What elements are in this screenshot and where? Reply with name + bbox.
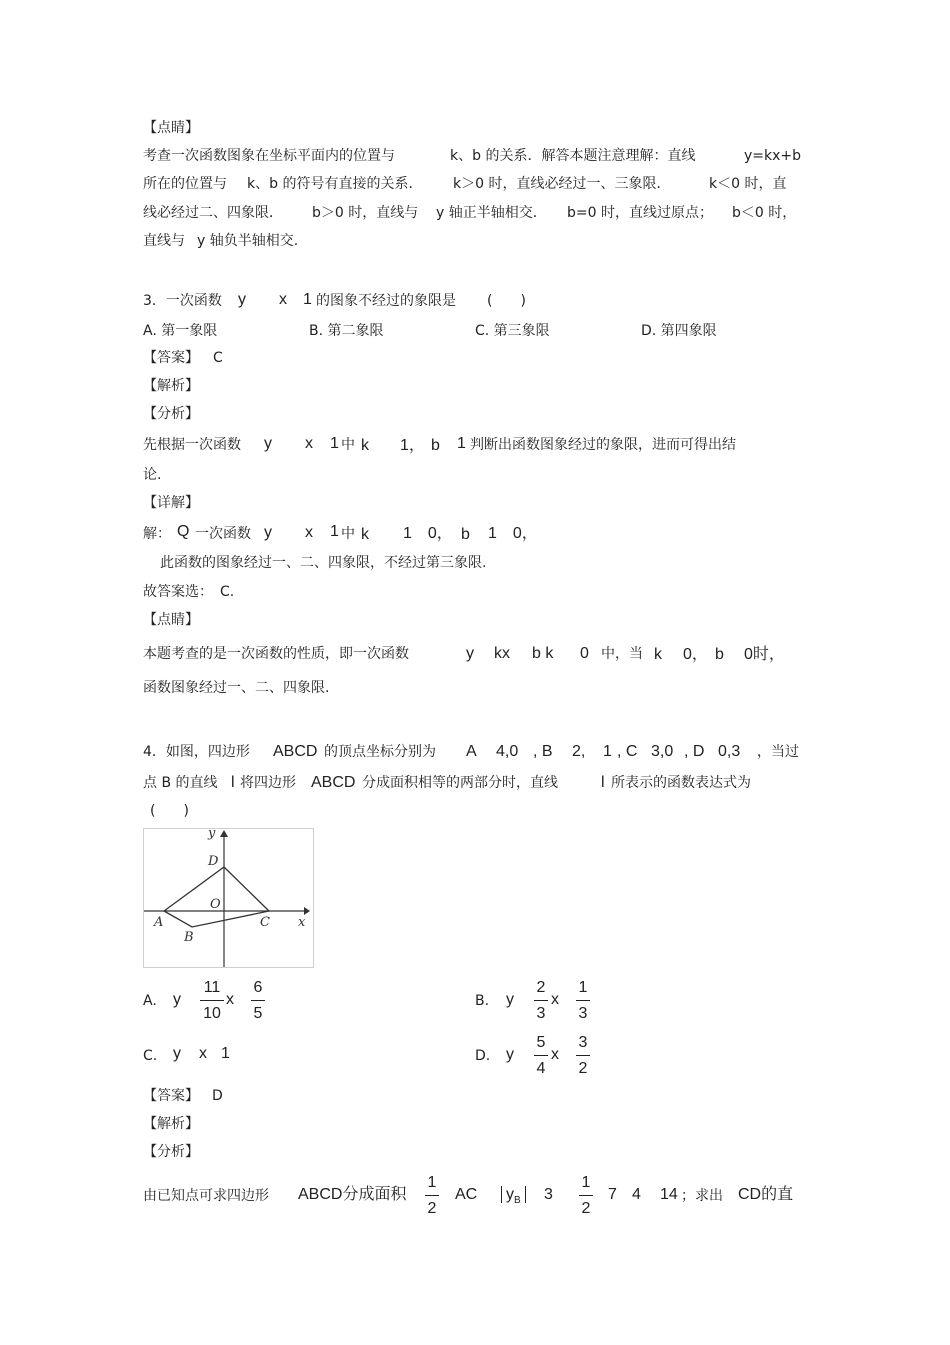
text-line: 所在的位置与: [143, 176, 227, 192]
math-text: CD的直: [738, 1186, 794, 1203]
text-line: b＜0 时，: [732, 205, 797, 221]
math-num: 0，: [683, 646, 708, 663]
numerator: 3: [578, 1034, 588, 1051]
math-var: y: [238, 291, 246, 308]
analysis-label: 【解析】: [143, 1116, 199, 1132]
answer-label: 【答案】: [143, 350, 199, 366]
text-line: 论.: [143, 467, 162, 483]
question-4-stem: 4．如图，四边形: [143, 744, 250, 760]
denominator: 2: [427, 1200, 437, 1217]
text-line: 判断出函数图象经过的象限，进而可得出结: [470, 437, 736, 453]
option-c[interactable]: C. 第三象限: [475, 323, 550, 339]
analysis-label: 【解析】: [143, 378, 199, 394]
text-line: 线必经过二、四象限．: [143, 205, 283, 221]
heading-dianjing: 【点睛】: [143, 120, 199, 136]
option-d[interactable]: D. 第四象限: [641, 323, 717, 339]
math-num: 0,3: [718, 743, 741, 760]
math-num: 4,0: [496, 743, 519, 760]
text-line: 考查一次函数图象在坐标平面内的位置与: [143, 148, 395, 164]
text-line: k＞0 时，直线必经过一、三象限．: [453, 176, 671, 192]
y-axis-arrow: [220, 830, 228, 837]
question-3-stem: 的图象不经过的象限是: [316, 293, 456, 309]
option-label: C.: [143, 1048, 158, 1064]
label-o: O: [210, 897, 221, 912]
math-var: y: [173, 991, 181, 1008]
x-axis-arrow: [304, 907, 310, 915]
denominator: 5: [253, 1005, 263, 1022]
math-var: y: [506, 1186, 514, 1203]
option-label: A.: [143, 993, 157, 1009]
math-num: 1: [221, 1045, 230, 1062]
label-c: C: [260, 915, 270, 930]
label-d: D: [208, 854, 219, 869]
option-label: B.: [475, 993, 490, 1009]
math-var: ABCD: [273, 743, 318, 760]
math-num: 3,0: [651, 743, 674, 760]
question-4-stem: 将四边形: [240, 775, 296, 791]
text-line: y 轴正半轴相交．: [436, 205, 547, 221]
text-line: 中，当: [601, 646, 643, 662]
label-x: x: [298, 915, 306, 930]
math-var: y: [264, 435, 272, 452]
text-line: 解：: [143, 526, 171, 542]
math-num: 1 0，: [488, 525, 538, 542]
math-var: x: [199, 1045, 207, 1062]
math-var: x: [551, 1046, 559, 1063]
text-line: ；求出: [681, 1188, 723, 1204]
text-line: 中: [341, 437, 355, 453]
fraction: [579, 1174, 593, 1218]
math-var: y: [506, 991, 514, 1008]
fraction: [425, 1174, 439, 1218]
math-num: 0: [580, 645, 589, 662]
subscript: B: [514, 1195, 521, 1207]
math-num: 4: [632, 1186, 641, 1203]
math-var: y: [264, 524, 272, 541]
text-line: 函数图象经过一、二、四象限.: [143, 680, 330, 696]
text-line: k＜0 时，直: [709, 176, 787, 192]
math-var: l: [231, 774, 235, 791]
answer-paren: ( ): [150, 803, 189, 819]
fraction: [576, 1034, 590, 1078]
question-4-stem: 点 B 的直线: [143, 775, 218, 791]
denominator: 3: [578, 1005, 588, 1022]
math-var: x: [226, 991, 234, 1008]
math-var: y: [506, 1046, 514, 1063]
math-num: 1: [330, 523, 339, 540]
text-line: y=kx+b: [744, 148, 802, 164]
math-var: b: [431, 437, 440, 454]
dianjing-label: 【点睛】: [143, 612, 199, 628]
math-var: y: [173, 1045, 181, 1062]
answer-value: D: [212, 1088, 223, 1104]
math-num: 1: [303, 291, 312, 308]
coordinate-graph: [144, 829, 313, 967]
text-line: k、b 的关系．解答本题注意理解：直线: [450, 148, 696, 164]
math-num: 0时，: [744, 646, 785, 663]
answer-value: C: [213, 350, 223, 366]
answer-paren: ( ): [487, 293, 526, 309]
math-var: , D: [684, 743, 705, 760]
math-num: 1: [330, 435, 339, 452]
numerator: 6: [253, 979, 263, 996]
label-a: A: [154, 915, 164, 930]
math-num: 1: [457, 435, 466, 452]
math-var: x: [305, 435, 313, 452]
math-var: x: [551, 991, 559, 1008]
math-var: b: [461, 526, 470, 543]
numerator: 1: [427, 1174, 437, 1191]
math-var: , C: [617, 743, 638, 760]
math-var: k: [361, 437, 369, 454]
text-line: 由已知点可求四边形: [143, 1188, 269, 1204]
denominator: 2: [581, 1200, 591, 1217]
fraction: [576, 979, 590, 1023]
math-var: b: [715, 646, 724, 663]
question-4-stem: ，当过: [757, 744, 799, 760]
math-num: 14: [660, 1186, 678, 1203]
math-num: 1: [603, 743, 612, 760]
question-4-stem: 所表示的函数表达式为: [611, 775, 751, 791]
option-b[interactable]: B. 第二象限: [309, 323, 384, 339]
fenxi-label: 【分析】: [143, 1144, 199, 1160]
math-num: 3: [544, 1186, 553, 1203]
text-line: 先根据一次函数: [143, 437, 241, 453]
math-num: 2,: [572, 743, 586, 760]
math-num: 7: [608, 1186, 617, 1203]
text-line: 本题考查的是一次函数的性质，即一次函数: [143, 646, 409, 662]
question-4-stem: 的顶点坐标分别为: [324, 744, 436, 760]
math-var: y: [466, 645, 474, 662]
math-num: 1，: [400, 437, 425, 454]
numerator: 1: [578, 979, 588, 996]
abs-value: [501, 1186, 526, 1210]
text-line: k、b 的符号有直接的关系．: [247, 176, 423, 192]
fenxi-label: 【分析】: [143, 406, 199, 422]
math-var: ABCD: [311, 774, 356, 791]
denominator: 4: [536, 1060, 546, 1077]
math-var: x: [279, 291, 287, 308]
text-line: b＞0 时，直线与: [312, 205, 419, 221]
denominator: 2: [578, 1060, 588, 1077]
math-var: b k: [532, 645, 554, 662]
denominator: 10: [203, 1005, 221, 1022]
label-b: B: [184, 930, 194, 945]
numerator: 1: [581, 1174, 591, 1191]
fraction: [251, 979, 265, 1023]
math-symbol: Q: [177, 523, 190, 540]
math-var: k: [361, 526, 369, 543]
math-var: k: [654, 646, 662, 663]
label-y: y: [208, 829, 216, 841]
option-a[interactable]: A. 第一象限: [143, 323, 218, 339]
math-var: AC: [455, 1186, 478, 1203]
answer-label: 【答案】: [143, 1088, 199, 1104]
quadrilateral-figure: [143, 828, 314, 968]
math-text: ABCD分成面积: [298, 1186, 407, 1203]
text-line: 此函数的图象经过一、二、四象限，不经过第三象限.: [160, 555, 487, 571]
math-var: kx: [494, 645, 510, 662]
text-line: 一次函数: [195, 526, 251, 542]
option-label: D.: [475, 1048, 491, 1064]
math-var: A: [466, 743, 477, 760]
fraction: [534, 1034, 548, 1078]
detail-label: 【详解】: [143, 495, 199, 511]
math-var: l: [601, 774, 605, 791]
fraction: [534, 979, 548, 1023]
numerator: 11: [203, 979, 221, 996]
text-line: 直线与: [143, 233, 185, 249]
numerator: 2: [536, 979, 546, 996]
fraction: [200, 979, 224, 1023]
text-line: 故答案选： C.: [143, 584, 235, 600]
question-3-stem: 3．一次函数: [143, 293, 222, 309]
math-var: x: [305, 524, 313, 541]
text-line: y 轴负半轴相交.: [197, 233, 299, 249]
text-line: 中: [341, 526, 355, 542]
question-4-stem: 分成面积相等的两部分时，直线: [362, 775, 558, 791]
numerator: 5: [536, 1034, 546, 1051]
math-num: 1 0，: [403, 525, 453, 542]
denominator: 3: [536, 1005, 546, 1022]
text-line: b=0 时，直线过原点；: [567, 205, 713, 221]
math-var: , B: [533, 743, 553, 760]
